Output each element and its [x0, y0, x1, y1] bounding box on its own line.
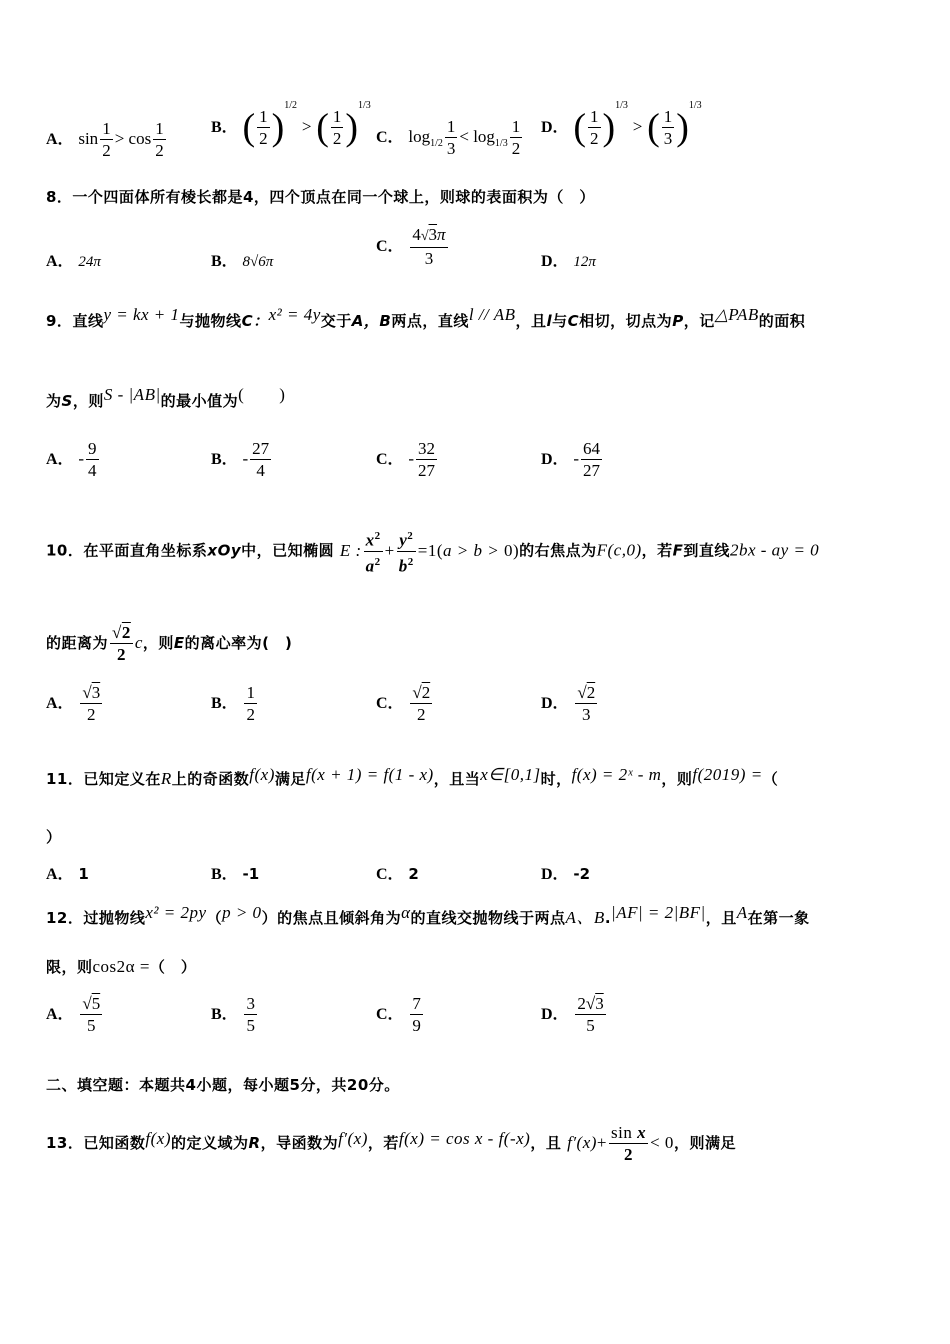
q12-option-d — [541, 993, 608, 1036]
q12-text: 的直线交抛物线于两点 — [410, 909, 566, 927]
q12-d-value: $\frac{2√3}{5}$ — [577, 994, 604, 1035]
q9-text: P — [672, 312, 684, 330]
q7-a-label: A． — [46, 131, 74, 148]
q10-ellipse-eq: E : $\frac{x^2}{a^2}$ + $\frac{y^2}{b^2}$ =1(a > b > 0) — [340, 542, 519, 560]
q12-a-value: $\frac{√5}{5}$ — [82, 994, 101, 1035]
q7-option-b — [211, 100, 371, 149]
q7-option-c — [376, 116, 524, 159]
q9-text: C： — [241, 312, 269, 330]
q12-text: ，且 — [705, 909, 737, 927]
q12-angle: α — [401, 903, 411, 922]
q10-text: 的右焦点为 — [519, 541, 597, 560]
q9-text: 与 — [552, 312, 568, 330]
q11-domain: R — [160, 769, 172, 788]
q9-parabola-eq: x² = 4y — [268, 305, 321, 324]
q9-a-label: A． — [46, 451, 74, 468]
q11-text: （ — [762, 770, 779, 788]
q11-function: f(x) — [249, 765, 275, 784]
q11-a-value: 1 — [78, 865, 89, 883]
q11-d-label: D． — [541, 866, 569, 883]
q12-point-a: A — [736, 903, 748, 922]
q13-equation: f(x) = cos x - f(-x) — [398, 1129, 531, 1148]
q12-text: 在第一象 — [747, 909, 810, 927]
q9-d-label: D． — [541, 451, 569, 468]
q12-option-b — [211, 993, 259, 1036]
q9-text: 相切，切点为 — [579, 312, 673, 330]
q10-text: ，则 — [142, 634, 174, 652]
q12-text: 过抛物线 — [83, 909, 146, 927]
q8-option-c — [376, 224, 450, 269]
q11-text: 时， — [540, 770, 572, 788]
q9-text: l — [546, 312, 553, 330]
q12-option-a — [46, 993, 104, 1036]
q9-option-d — [541, 438, 604, 481]
q10-a-value: $\frac{√3}{2}$ — [82, 683, 101, 724]
q11-text: 已知定义在 — [83, 770, 161, 788]
q9-triangle-expr: △PAB — [714, 305, 759, 324]
q12-text: 限，则 — [46, 958, 93, 976]
q10-option-a — [46, 682, 104, 725]
q8-a-label: A． — [46, 253, 74, 270]
q10-b-label: B． — [211, 695, 238, 712]
q8-c-value: $\frac{4√3\pi}{3}$ — [412, 225, 446, 268]
q13-text: R — [248, 1134, 261, 1152]
q10-number: 10． — [46, 541, 84, 560]
q9-text: ，记 — [683, 312, 715, 330]
q7-d-label: D． — [541, 119, 569, 136]
q11-option-b — [211, 861, 259, 884]
q13-text: 已知函数 — [83, 1134, 146, 1152]
q10-d-value: $\frac{√2}{3}$ — [577, 683, 596, 724]
q9-text: 两点，直线 — [391, 312, 469, 330]
q7-d-expr: ( $\frac{1}{2}$ )$^{1/3}$ > ( $\frac{1}{3}$ )$^{1/3}$ — [573, 100, 702, 149]
q13-stem-line1 — [46, 1122, 736, 1165]
q9-blank: ( ) — [238, 385, 286, 404]
q9-number: 9． — [46, 312, 73, 330]
q10-text: 中，已知椭圆 — [241, 541, 335, 560]
q11-text: 上的奇函数 — [171, 770, 250, 788]
q10-line-eq: 2bx - ay = 0 — [729, 540, 820, 560]
q9-text: 与抛物线 — [179, 312, 242, 330]
q12-text: . — [604, 909, 612, 927]
q12-c-value: $\frac{7}{9}$ — [412, 994, 421, 1035]
q11-target: f(2019) = — [692, 765, 763, 784]
q9-text: 交于 — [320, 312, 352, 330]
q11-number: 11． — [46, 770, 84, 788]
q13-text: ，导函数为 — [260, 1134, 339, 1152]
q12-b-label: B． — [211, 1006, 238, 1023]
q9-text: ，且 — [515, 312, 547, 330]
q10-text: F — [672, 541, 684, 560]
q12-text: （ ） — [149, 958, 197, 976]
q9-text: S — [61, 392, 73, 410]
q9-d-value: - $\frac{64}{27}$ — [573, 439, 601, 480]
q10-b-value: $\frac{1}{2}$ — [246, 683, 255, 724]
q8-b-value: 8√6π — [242, 254, 274, 270]
q9-text: 为 — [46, 392, 62, 410]
q12-c-label: C． — [376, 1006, 404, 1023]
q9-target-expr: S - |AB| — [103, 385, 161, 404]
q10-text: xOy — [207, 541, 242, 560]
q10-text: 的距离为 — [46, 634, 109, 652]
q12-b-value: $\frac{3}{5}$ — [246, 994, 255, 1035]
q12-parabola-eq: x² = 2py — [145, 903, 207, 922]
q10-c-label: C． — [376, 695, 404, 712]
q9-option-c — [376, 438, 439, 481]
q10-distance: $\frac{√2}{2}$ c — [112, 623, 143, 664]
q12-text: ）的焦点且倾斜角为 — [261, 909, 402, 927]
q9-a-value: - $\frac{9}{4}$ — [78, 439, 97, 480]
q8-b-label: B． — [211, 253, 238, 270]
q11-definition: f(x) = 2ˣ - m — [571, 765, 662, 784]
q10-text: 到直线 — [683, 541, 730, 560]
q9-b-label: B． — [211, 451, 238, 468]
q12-target: cos2α = — [92, 957, 150, 976]
section-title: 二、填空题：本题共4小题，每小题5分，共20分。 — [46, 1076, 400, 1094]
q13-text: ，则满足 — [673, 1134, 736, 1152]
q12-condition: p > 0 — [222, 903, 262, 922]
q9-text: A，B — [351, 312, 392, 330]
q10-c-value: $\frac{√2}{2}$ — [412, 683, 431, 724]
q10-a-label: A． — [46, 695, 74, 712]
q9-text: C — [567, 312, 580, 330]
q9-b-value: - $\frac{27}{4}$ — [242, 439, 270, 480]
q11-symmetry-eq: f(x + 1) = f(1 - x) — [305, 765, 434, 784]
q10-text: 在平面直角坐标系 — [83, 541, 208, 560]
q11-option-d — [541, 861, 590, 884]
q9-stem-line1 — [46, 305, 806, 331]
q11-option-a — [46, 861, 89, 884]
q9-text: 的面积 — [758, 312, 806, 330]
q13-inequality: f′(x)+ $\frac{\text{sin x}}{2}$ < 0 — [567, 1123, 674, 1164]
q9-text: 的最小值为 — [160, 392, 239, 410]
q12-ratio: |AF| = 2|BF| — [611, 903, 706, 922]
q9-option-a — [46, 438, 101, 481]
q9-text: 直线 — [72, 312, 104, 330]
q8-a-value: 24π — [78, 254, 101, 270]
q7-a-expr: sin $\frac{1}{2}$ > cos $\frac{1}{2}$ — [78, 119, 164, 160]
q11-option-c — [376, 861, 419, 884]
q12-stem-line2 — [46, 956, 196, 977]
q8-d-value: 12π — [573, 254, 596, 270]
q10-focus: F(c,0) — [596, 540, 642, 560]
q12-option-c — [376, 993, 425, 1036]
q7-c-expr: $\log_{1/2}$ $\frac{1}{3}$ < $\log_{1/3}$ $\frac{1}{2}$ — [408, 117, 521, 158]
q10-option-c — [376, 682, 434, 725]
q10-text: E — [173, 634, 185, 652]
q13-number: 13． — [46, 1134, 84, 1152]
q11-c-label: C． — [376, 866, 404, 883]
q12-d-label: D． — [541, 1006, 569, 1023]
q10-text: ，若 — [641, 541, 673, 560]
q11-a-label: A． — [46, 866, 74, 883]
q9-c-label: C． — [376, 451, 404, 468]
q10-text: 的离心率为( ) — [184, 634, 293, 652]
q9-text: ，则 — [72, 392, 104, 410]
q11-text: ，则 — [661, 770, 693, 788]
q12-text: （ — [206, 909, 223, 927]
q9-line-eq: y = kx + 1 — [103, 305, 180, 324]
q10-option-d — [541, 682, 599, 725]
q12-a-label: A． — [46, 1006, 74, 1023]
q9-c-value: - $\frac{32}{27}$ — [408, 439, 436, 480]
q7-c-label: C． — [376, 129, 404, 146]
q13-text: ，且 — [530, 1134, 562, 1152]
q11-b-label: B． — [211, 866, 238, 883]
q13-text: ，若 — [367, 1134, 399, 1152]
q7-option-a — [46, 118, 168, 161]
q11-b-value: -1 — [242, 865, 260, 883]
q11-c-value: 2 — [408, 865, 419, 883]
q13-function: f(x) — [145, 1129, 171, 1148]
q7-b-expr: ( $\frac{1}{2}$ )$^{1/2}$ > ( $\frac{1}{2}$ )$^{1/3}$ — [242, 100, 371, 149]
q8-option-d — [541, 248, 596, 271]
q11-d-value: -2 — [573, 865, 591, 883]
q11-interval: x∈[0,1] — [480, 765, 541, 784]
q11-text: ，且当 — [433, 770, 481, 788]
q9-option-b — [211, 438, 273, 481]
q11-stem-line2: ） — [46, 828, 62, 846]
q10-option-b — [211, 682, 259, 725]
q10-d-label: D． — [541, 695, 569, 712]
q12-number: 12． — [46, 909, 84, 927]
q11-text: 满足 — [274, 770, 306, 788]
q8-stem: 8．一个四面体所有棱长都是4，四个顶点在同一个球上，则球的表面积为（ ） — [46, 188, 595, 206]
q13-text: 的定义域为 — [170, 1134, 249, 1152]
q9-parallel-expr: l // AB — [468, 305, 516, 324]
q12-points: A、B — [565, 908, 605, 927]
q8-c-label: C． — [376, 238, 404, 255]
q13-derivative: f′(x) — [338, 1129, 368, 1148]
q12-stem-line1 — [46, 903, 810, 928]
q8-option-b — [211, 248, 273, 271]
q8-option-a — [46, 248, 101, 271]
q8-d-label: D． — [541, 253, 569, 270]
q9-stem-line2 — [46, 386, 285, 411]
q10-stem-line1 — [46, 526, 819, 576]
q10-stem-line2 — [46, 622, 292, 665]
q7-b-label: B． — [211, 119, 238, 136]
q7-option-d — [541, 100, 702, 149]
q11-stem-line1 — [46, 765, 779, 789]
